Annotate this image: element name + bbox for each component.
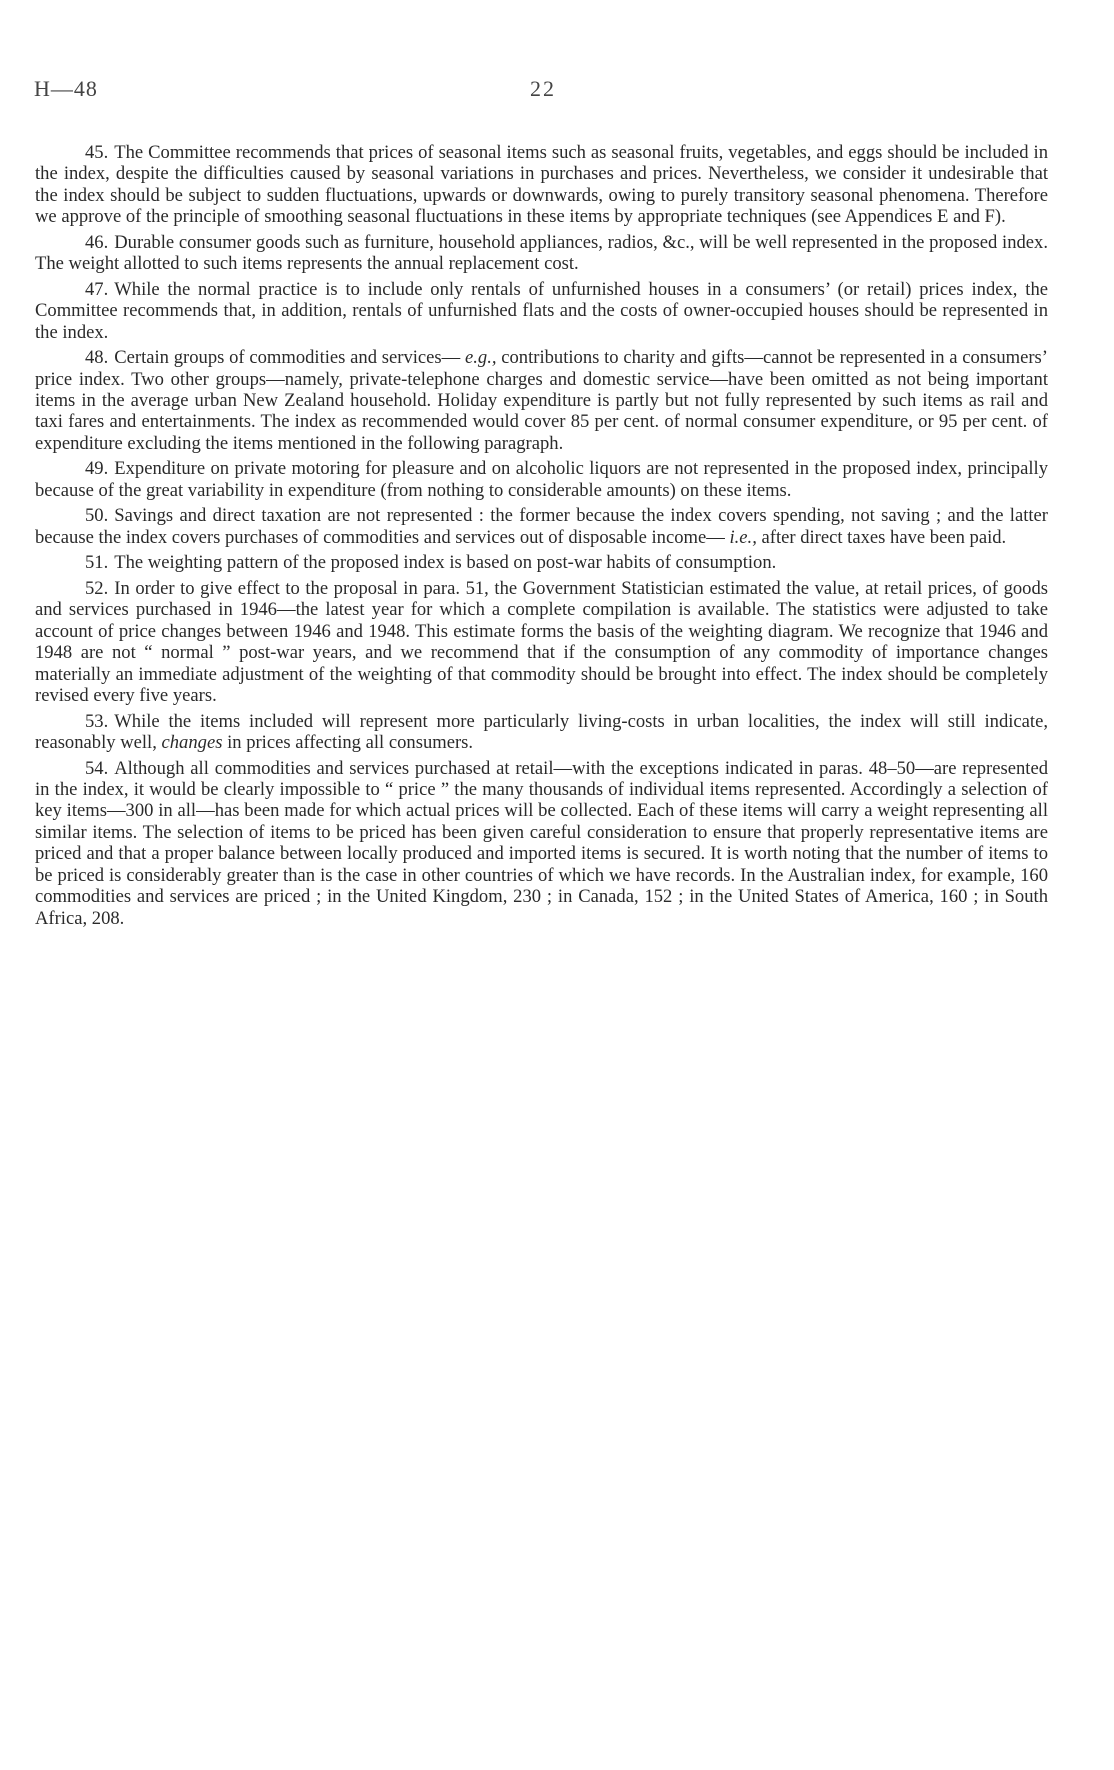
- paragraph-53: [35, 711, 1048, 754]
- paragraph-49: [35, 458, 1048, 501]
- paragraph-number: 51.: [85, 552, 109, 574]
- paragraph-51: [35, 552, 1048, 573]
- paragraph-54: [35, 758, 1048, 929]
- paragraph-number: 49.: [85, 458, 109, 480]
- document-code: H—48: [34, 76, 98, 101]
- paragraph-48: [35, 347, 1048, 454]
- paragraph-text: in prices affecting all consumers.: [222, 732, 474, 754]
- paragraph-number: 47.: [85, 278, 109, 300]
- paragraph-number: 50.: [85, 505, 109, 527]
- paragraph-number: 46.: [85, 231, 109, 253]
- paragraph-text: While the items included will represent more particularly living-costs in urban localities, the index will still indicate, reasonably well,: [35, 710, 1048, 754]
- page-number: 22: [530, 76, 556, 101]
- paragraph-text: Durable consumer goods such as furniture, household appliances, radios, &c., will be well represented in the proposed index. The weight allotted to such items represents the annual replacement cost.: [35, 231, 1048, 275]
- paragraph-text: contributions to charity and gifts—cannot be represented in a consumers’ price index. Two other groups—namely, private-telephone charges and domestic service—have been omitted as not being important items in the average urban New Zealand household. Holiday expenditure is partly but not fully represented by such items as rail and taxi fares and entertainments. The index as recommended would cover 85 per cent. of normal consumer expenditure, or 95 per cent. of expenditure excluding the items mentioned in the following paragraph.: [35, 347, 1048, 454]
- paragraph-text: The Committee recommends that prices of seasonal items such as seasonal fruits, vegetables, and eggs should be included in the index, despite the difficulties caused by seasonal variations in purchases and prices. Nevertheless, we consider it undesirable that the index should be subject to sudden fluctuations, upwards or downwards, owing to purely transitory seasonal phenomena. Therefore we approve of the principle of smoothing seasonal fluctuations in these items by appropriate techniques (see Appendices E and F).: [35, 142, 1048, 228]
- paragraph-50: [35, 505, 1048, 548]
- paragraph-italic: e.g.,: [465, 347, 497, 369]
- paragraph-text: In order to give effect to the proposal in para. 51, the Government Statistician estimated the value, at retail prices, of goods and services purchased in 1946—the latest year for which a complete compilation is available. The statistics were adjusted to take account of price changes between 1946 and 1948. This estimate forms the basis of the weighting diagram. We recognize that 1946 and 1948 are not “ normal ” post-war years, and we recommend that if the consumption of any commodity of importance changes materially an immediate adjustment of the weighting of that commodity should be brought into effect. The index should be completely revised every five years.: [35, 578, 1048, 707]
- paragraph-number: 53.: [85, 710, 109, 732]
- paragraph-text: The weighting pattern of the proposed index is based on post-war habits of consumption.: [114, 552, 777, 574]
- paragraph-text: after direct taxes have been paid.: [756, 526, 1007, 548]
- paragraph-number: 54.: [85, 757, 109, 779]
- paragraph-47: [35, 279, 1048, 343]
- paragraph-text: Savings and direct taxation are not represented : the former because the index covers spending, not saving ; and the latter because the index covers purchases of commodities and services out of disposable income—: [35, 505, 1048, 548]
- paragraph-text: Although all commodities and services purchased at retail—with the exceptions indicated in paras. 48–50—are represented in the index, it would be clearly impossible to “ price ” the many thousands of individual items represented. Accordingly a selection of key items—300 in all—has been made for which actual prices will be collected. Each of these items will carry a weight representing all similar items. The selection of items to be priced has been given careful consideration to ensure that properly representative items are priced and that a proper balance between locally produced and imported items is secured. It is worth noting that the number of items to be priced is considerably greater than is the case in other countries of which we have records. In the Australian index, for example, 160 commodities and services are priced ; in the United Kingdom, 230 ; in Canada, 152 ; in the United States of America, 160 ; in South Africa, 208.: [35, 757, 1048, 929]
- paragraph-number: 52.: [85, 578, 109, 600]
- paragraph-46: [35, 232, 1048, 275]
- paragraph-text: Certain groups of commodities and services—: [114, 347, 465, 369]
- page-header: [0, 76, 1114, 116]
- paragraph-text: Expenditure on private motoring for pleasure and on alcoholic liquors are not represented in the proposed index, principally because of the great variability in expenditure (from nothing to considerable amounts) on these items.: [35, 458, 1048, 501]
- paragraph-number: 45.: [85, 142, 109, 163]
- paragraph-45: [35, 142, 1048, 228]
- paragraph-italic: changes: [161, 732, 223, 754]
- paragraph-number: 48.: [85, 347, 109, 369]
- paragraph-52: [35, 578, 1048, 706]
- body-text: [35, 142, 1048, 933]
- paragraph-text: While the normal practice is to include only rentals of unfurnished houses in a consumers’ (or retail) prices index, the Committee recommends that, in addition, rentals of unfurnished flats and the costs of owner-occupied houses should be represented in the index.: [35, 278, 1048, 343]
- paragraph-italic: i.e.,: [729, 526, 757, 548]
